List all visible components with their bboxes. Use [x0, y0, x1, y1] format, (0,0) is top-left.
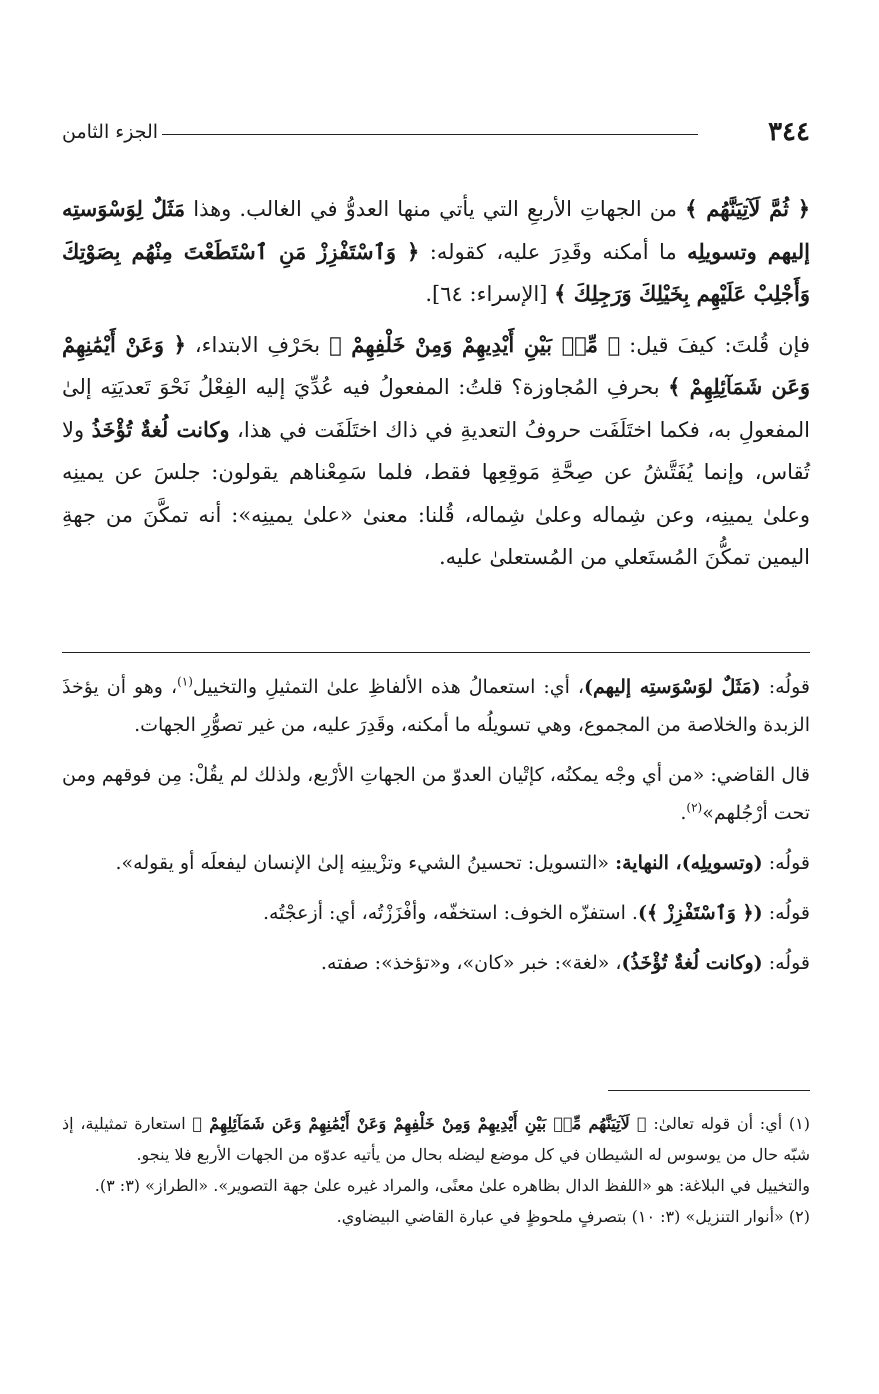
- commentary-paragraph-2: [62, 756, 810, 832]
- text-span: «التسويل: تحسينُ الشيء وتزْيينِه إلىٰ الإنسان ليفعلَه أو يقوله».: [115, 852, 616, 874]
- book-page: [62, 0, 810, 1394]
- text-span: قولُه:: [760, 676, 810, 698]
- main-text: [62, 188, 810, 587]
- main-paragraph-1: [62, 188, 810, 316]
- footnote-2: (٢) «أنوار التنزيل» (٣: ١٠) بتصرفٍ ملحوظٍ في عبارة القاضي البيضاوي.: [336, 1207, 810, 1226]
- text-span: ، «لغة»: خبر «كان»، و«تؤخذ»: صفته.: [320, 952, 622, 974]
- text-span: استعارة تمثيلية، إذ شبّه حال من يوسوس له الشيطان في كل موضع ليضله بحال من يأتيه عدوّه من الجهات الأربع فلا ينجو.: [62, 1114, 810, 1164]
- footnote-1-continued: والتخييل في البلاغة: هو «اللفظ الدال بظاهره علىٰ معنًى، والمراد غيره علىٰ جهة التصوير». «الطراز» (٣: ٣).: [94, 1176, 810, 1195]
- text-span: (١) أي: أن قوله تعالىٰ:: [646, 1114, 810, 1133]
- text-span: قولُه:: [762, 902, 810, 924]
- lemma: (﴿ وَٱسْتَفْزِزْ ﴾): [637, 902, 763, 924]
- text-span: ولا تُقاس، وإنما يُفَتَّشُ عن صِحَّةِ مَوقِعِها فقط، فلما سَمِعْناهم يقولون: جلسَ عن يمينِه وعلىٰ يمينِه، وعن شِماله وعلىٰ شِماله، قُلنا: معنىٰ «علىٰ يمينِه»: أنه تمكَّنَ من جهةِ اليمين تمكُّنَ المُستَعلي من المُستعلىٰ عليه.: [62, 417, 810, 569]
- lemma: (وتسويلِه)، النهاية:: [615, 852, 763, 874]
- page-header: [62, 112, 810, 152]
- text-span: . استفزّه الخوف: استخفّه، وأفْزَزْتُه، أي: أزعجْتُه.: [262, 902, 638, 924]
- part-title: الجزء الثامن: [62, 121, 159, 143]
- footnote-1: [62, 1108, 810, 1170]
- main-paragraph-2: [62, 324, 810, 579]
- text-span: بحَرْفِ الابتداء،: [185, 332, 330, 357]
- bold-phrase: وكانت لُغةٌ تُؤْخَذُ: [91, 416, 230, 442]
- text-span: فإن قُلتَ: كيفَ قيل:: [620, 332, 810, 357]
- footnotes: [62, 1108, 810, 1232]
- footnote-divider: [608, 1090, 810, 1091]
- lemma: (مَثَلٌ لوَسْوَستِه إليهم): [584, 676, 761, 698]
- text-span: ، وهو أن يؤخذَ الزبدة والخلاصة من المجموع، وهي تسويلُه ما أمكنه، وقَدِرَ عليه، من غير تصوُّرِ الجهات.: [62, 676, 810, 736]
- commentary-paragraph-5: [62, 944, 810, 982]
- verse-reference: [الإسراء: ٦٤].: [425, 282, 555, 306]
- text-span: بحرفِ المُجاوزة؟ قلتُ: المفعولُ فيه عُدِّيَ إليه الفِعْلُ نَحْوَ تَعديَتِه إلىٰ المفعولِ به، فكما اختَلَفَت حروفُ التعديةِ في ذاك اختَلَفَت في هذا،: [62, 375, 810, 442]
- commentary-paragraph-3: [62, 844, 810, 882]
- commentary-paragraph-1: [62, 668, 810, 744]
- footnote-ref[interactable]: (١): [177, 674, 193, 689]
- text-span: من الجهاتِ الأربعِ التي يأتي منها العدوُّ في الغالب. وهذا: [185, 197, 686, 221]
- quran-verse: ﴿ ثُمَّ لَآتِيَنَّهُم ﴾: [685, 196, 811, 221]
- bold-phrase: مَثَلٌ لِوَسْوَستِه إليهم وتسويلِه: [62, 196, 810, 264]
- quran-verse: ﴿ وَٱسْتَفْزِزْ مَنِ ٱسْتَطَعْتَ مِنْهُم بِصَوْتِكَ وَأَجْلِبْ عَلَيْهِم بِخَيْلِكَ وَرَجِلِكَ ﴾: [62, 238, 810, 306]
- section-divider: [62, 652, 810, 653]
- quran-verse: ﴿ لَآتِيَنَّهُم مِّنۢ بَيْنِ أَيْدِيهِمْ وَمِنْ خَلْفِهِمْ وَعَنْ أَيْمَٰنِهِمْ وَعَن شَمَآئِلِهِمْ ﴾: [192, 1114, 647, 1133]
- footnote-ref[interactable]: (٢): [686, 800, 703, 815]
- text-span: قال القاضي: «من أي وجْه يمكنُه، كإتْيان العدوّ من الجهاتِ الأرْبع، ولذلك لم يقُلْ: مِن فوقهم ومن تحت أرْجُلهم»: [62, 764, 810, 824]
- quran-verse: ﴿ مِّنۢ بَيْنِ أَيْدِيهِمْ وَمِنْ خَلْفِهِمْ ﴾: [329, 331, 621, 357]
- quran-verse: ﴿ وَعَنْ أَيْمَٰنِهِمْ وَعَن شَمَآئِلِهِمْ ﴾: [62, 331, 811, 399]
- text-span: ما أمكنه وقَدِرَ عليه، كقوله:: [419, 239, 688, 264]
- page-number: ٣٤٤: [768, 117, 810, 147]
- header-rule: [162, 134, 698, 135]
- text-span: قولُه:: [762, 852, 810, 874]
- text-span: ، أي: استعمالُ هذه الألفاظِ علىٰ التمثيلِ والتخييل: [192, 676, 584, 698]
- lemma: (وكانت لُغةٌ تُؤْخَذُ): [621, 952, 763, 974]
- commentary-paragraph-4: [62, 894, 810, 932]
- text-span: قولُه:: [762, 952, 810, 974]
- commentary-text: [62, 668, 810, 994]
- text-span: .: [680, 802, 687, 824]
